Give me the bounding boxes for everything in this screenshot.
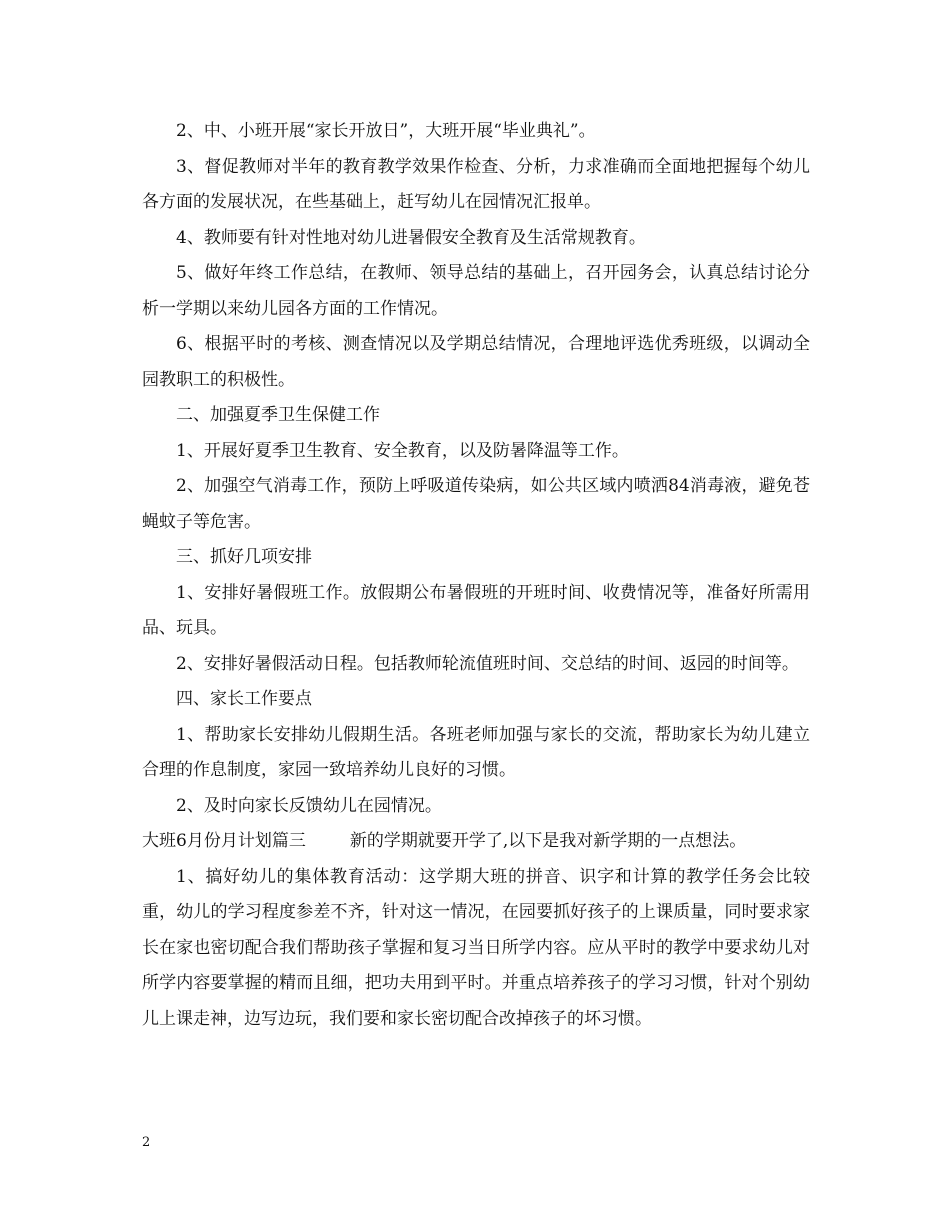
paragraph: 2、及时向家长反馈幼儿在园情况。 (176, 795, 442, 816)
section-title: 大班6月份月计划篇三 (142, 831, 306, 851)
paragraph: 2、加强空气消毒工作，预防上呼吸道传染病，如公共区域内喷洒84消毒液，避免苍蝇蚊子等危害。 (142, 476, 810, 532)
paragraph: 1、搞好幼儿的集体教育活动：这学期大班的拼音、识字和计算的教学任务会比较重，幼儿的学习程度参差不齐，针对这一情况，在园要抓好孩子的上课质量，同时要求家长在家也密切配合我们帮助孩子掌握和复习当日所学内容。应从平时的教学中要求幼儿对所学内容要掌握的精而且细，把功夫用到平时。并重点培养孩子的学习习惯，针对个别幼儿上课走神，边写边玩，我们要和家长密切配合改掉孩子的坏习惯。 (142, 866, 810, 1029)
section-heading: 二、加强夏季卫生保健工作 (176, 405, 380, 425)
section-title-line (142, 824, 810, 860)
paragraph: 2、安排好暑假活动日程。包括教师轮流值班时间、交总结的时间、返园的时间等。 (176, 653, 799, 674)
section-heading: 三、抓好几项安排 (176, 547, 312, 567)
paragraph: 2、中、小班开展“家长开放日”，大班开展“毕业典礼”。 (176, 121, 596, 141)
paragraph: 6、根据平时的考核、测查情况以及学期总结情况，合理地评选优秀班级，以调动全园教职工的积极性。 (142, 334, 810, 390)
paragraph: 3、督促教师对半年的教育教学效果作检查、分析，力求准确而全面地把握每个幼儿各方面的发展状况，在些基础上，赶写幼儿在园情况汇报单。 (142, 156, 810, 212)
paragraph: 1、帮助家长安排幼儿假期生活。各班老师加强与家长的交流，帮助家长为幼儿建立合理的作息制度，家园一致培养幼儿良好的习惯。 (142, 724, 810, 780)
paragraph: 5、做好年终工作总结，在教师、领导总结的基础上，召开园务会，认真总结讨论分析一学期以来幼儿园各方面的工作情况。 (142, 263, 810, 319)
paragraph: 1、开展好夏季卫生教育、安全教育，以及防暑降温等工作。 (176, 440, 629, 461)
section-heading: 四、家长工作要点 (176, 689, 312, 709)
paragraph: 1、安排好暑假班工作。放假期公布暑假班的开班时间、收费情况等，准备好所需用品、玩具。 (142, 582, 810, 638)
section-intro: 新的学期就要开学了,以下是我对新学期的一点想法。 (349, 831, 747, 851)
paragraph: 4、教师要有针对性地对幼儿进暑假安全教育及生活常规教育。 (176, 227, 646, 248)
document-body (142, 114, 810, 1037)
page-number: 2 (142, 1135, 151, 1150)
